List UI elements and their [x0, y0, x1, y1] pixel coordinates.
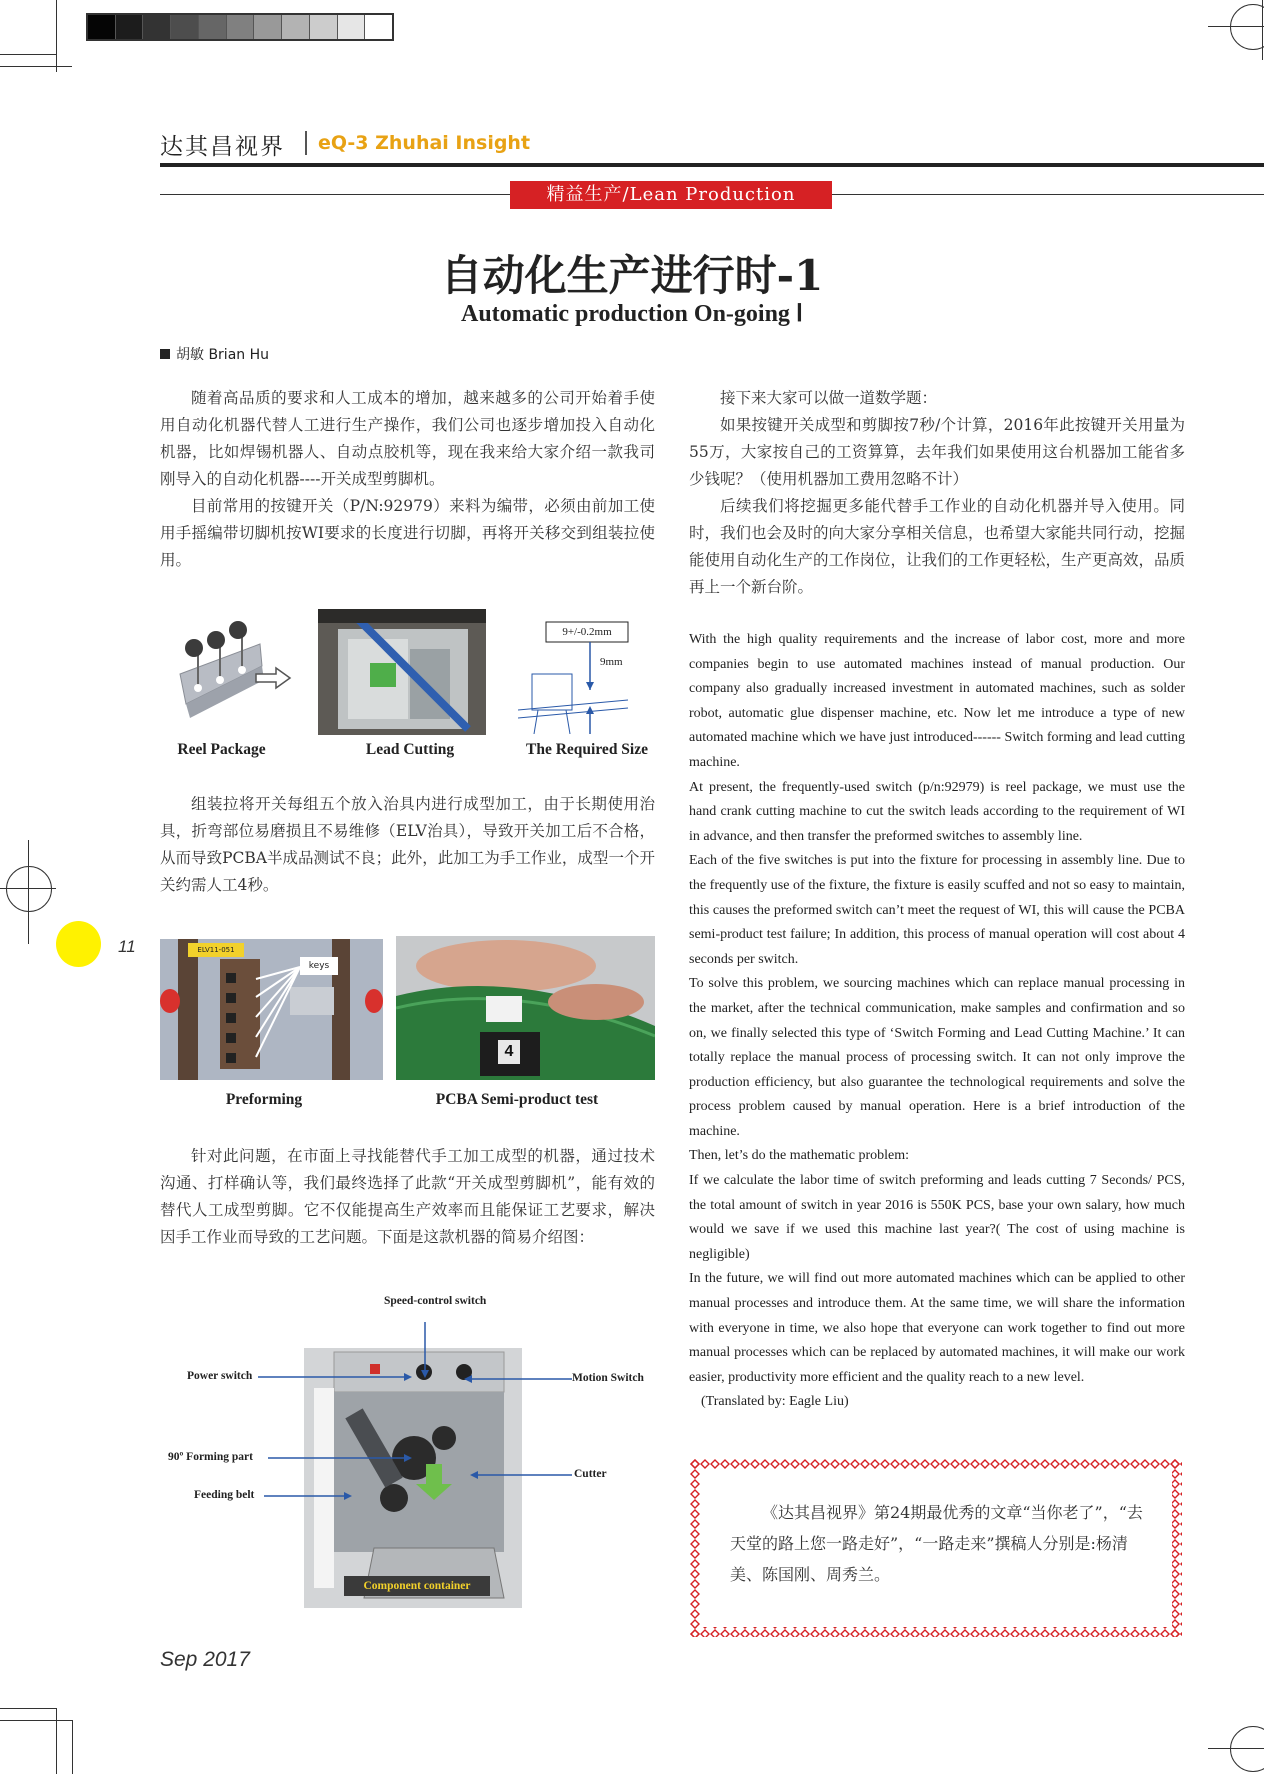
page-marker-dot — [56, 921, 101, 967]
translator-credit: (Translated by: Eagle Liu) — [701, 1394, 849, 1410]
cn-paragraph: 接下来大家可以做一道数学题： — [720, 389, 938, 407]
author-byline — [160, 344, 269, 364]
cn-paragraph: 如果按键开关成型和剪脚按7秒/个计算，2016年此按键开关用量为55万，大家按自己的工资算算，去年我们如果使用这台机器加工能省多少钱呢？（使用机器加工费用忽略不计） — [689, 416, 1185, 488]
author-bullet-icon — [160, 349, 170, 359]
en-paragraph: At present, the frequently-used switch (p/n:92979) is reel package, we must use the hand crank cutting machine to cut the switch leads according to the requirement of WI in advance, and then transfer the preformed switches to assembly line. — [689, 779, 1185, 844]
cn-paragraph: 随着高品质的要求和人工成本的增加，越来越多的公司开始着手使用自动化机器代替人工进行生产操作，我们公司也逐步增加投入自动化机器，比如焊锡机器人、自动点胶机等，现在我来给大家介绍一款我司刚导入的自动化机器----开关成型剪脚机。 — [160, 389, 655, 488]
issue-date: Sep 2017 — [160, 1648, 250, 1671]
author-name: 胡敏 Brian Hu — [176, 347, 270, 363]
section-tag: 精益生产/Lean Production — [510, 181, 832, 209]
brand-title-en: eQ-3 Zhuhai Insight — [318, 132, 531, 154]
header-separator — [305, 131, 307, 155]
en-paragraph: Each of the five switches is put into the fixture for processing in assembly line. Due to the frequently use of the fixture, the fixture is easily scuffed and not so easy to maintain, this causes the preformed switch can’t meet the request of WI, this will cause the PCBA semi-product test failure; In addition, this process of manual operation will cost about 4 seconds per switch. — [689, 853, 1185, 967]
notice-box-text: 《达其昌视界》第24期最优秀的文章“当你老了”，“去天堂的路上您一路走好”，“一路走来”撰稿人分别是:杨清美、陈国刚、周秀兰。 — [730, 1503, 1143, 1584]
size-dimension-label: 9+/-0.2mm — [562, 626, 612, 638]
article-title-cn: 自动化生产进行时-1 — [440, 251, 824, 300]
en-paragraph: To solve this problem, we sourcing machines which can replace manual processing in the market, after the technical communication, make samples and confirmation and so on, we finally selected this type of ‘Switch Forming and Lead Cutting Machine.’ It can totally replace the manual process of processing switch. It can not only improve the production efficiency, but also guarantee the technological requirements and solve the process problem caused by manual operation. Here is a brief introduction of the machine. — [689, 976, 1185, 1139]
fixture-tag: ELV11-051 — [197, 946, 235, 954]
reel-package-photo — [168, 608, 294, 726]
label-motion-switch: Motion Switch — [572, 1372, 644, 1384]
en-paragraph: In the future, we will find out more automated machines which can be applied to other manual processes and introduce them. At the same time, we will share the information with everyone in time, we also hope that everyone can work together to find out more manual processes which can be replaced by automated machines, it will make our work easier, productivity more efficient and the quality reach to a new level. — [689, 1271, 1185, 1385]
board-number: 4 — [504, 1043, 514, 1060]
en-paragraph: With the high quality requirements and the increase of labor cost, more and more companies begin to use automated machines instead of manual production. Our company also gradually increased investment in automated machines, such as solder robot, automatic glue dispenser machine, etc. Now let me introduce a type of new automated machine which we have just introduced------ Switch forming and lead cutting machine. — [689, 632, 1185, 770]
left-fixture-text — [160, 791, 655, 899]
caption-reel-package: Reel Package — [177, 741, 266, 758]
label-power-switch: Power switch — [187, 1370, 253, 1382]
brand-title-cn: 达其昌视界 — [160, 134, 285, 160]
left-intro-text — [160, 385, 655, 574]
print-color-bar — [86, 13, 394, 41]
preforming-photo — [160, 939, 383, 1080]
notice-box — [690, 1459, 1182, 1637]
left-solution-text — [160, 1143, 655, 1251]
cn-paragraph: 后续我们将挖掘更多能代替手工作业的自动化机器并导入使用。同时，我们也会及时的向大家分享相关信息，也希望大家能共同行动，挖掘能使用自动化生产的工作岗位，让我们的工作更轻松，生产更高效，品质再上一个新台阶。 — [689, 497, 1186, 596]
size-height-label: 9mm — [600, 656, 623, 668]
label-forming-part: 90º Forming part — [168, 1451, 253, 1463]
label-cutter: Cutter — [574, 1468, 607, 1480]
caption-preforming: Preforming — [225, 1091, 303, 1108]
caption-required-size: The Required Size — [526, 741, 648, 758]
pcba-test-photo — [396, 936, 655, 1080]
label-component-container: Component container — [363, 1580, 471, 1592]
cn-paragraph: 针对此问题，在市面上寻找能替代手工加工成型的机器，通过技术沟通、打样确认等，我们最终选择了此款“开关成型剪脚机”，能有效的替代人工成型剪脚。它不仅能提高生产效率而且能保证工艺要求，解决因手工作业而导致的工艺问题。下面是这款机器的简易介绍图： — [160, 1147, 655, 1246]
cn-paragraph: 组装拉将开关每组五个放入治具内进行成型加工，由于长期使用治具，折弯部位易磨损且不易维修（ELV治具），导致开关加工后不合格，从而导致PCBA半成品测试不良；此外，此加工为手工作业，成型一个开关约需人工4秒。 — [160, 795, 655, 894]
keys-label: keys — [308, 961, 330, 971]
required-size-diagram — [518, 618, 636, 734]
article-title-en: Automatic production On-going Ⅰ — [461, 301, 803, 327]
right-chinese-text — [689, 385, 1185, 601]
label-feeding-belt: Feeding belt — [194, 1489, 255, 1501]
caption-lead-cutting: Lead Cutting — [365, 741, 455, 758]
en-paragraph: Then, let’s do the mathematic problem: — [689, 1148, 910, 1164]
label-speed-control: Speed-control switch — [384, 1295, 487, 1307]
caption-pcba-test: PCBA Semi-product test — [435, 1091, 599, 1108]
header-rule — [160, 163, 1264, 167]
lead-cutting-photo — [318, 609, 486, 735]
page-number: 11 — [118, 937, 136, 956]
right-english-text — [689, 628, 1185, 1415]
cn-paragraph: 目前常用的按键开关（P/N:92979）来料为编带，必须由前加工使用手摇编带切脚机按WI要求的长度进行切脚，再将开关移交到组装拉使用。 — [160, 497, 655, 569]
en-paragraph: If we calculate the labor time of switch preforming and leads cutting 7 Seconds/ PCS, the total amount of switch in year 2016 is 550K PCS, base your own salary, how much would we save if we used this machine last year?( The cost of using machine is negligible) — [689, 1173, 1185, 1262]
